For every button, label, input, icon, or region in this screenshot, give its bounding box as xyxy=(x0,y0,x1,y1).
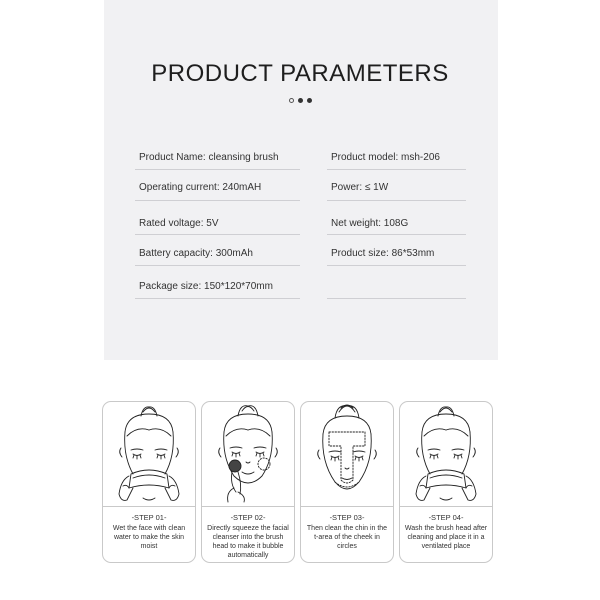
param-battery-capacity: Battery capacity: 300mAh xyxy=(139,248,253,259)
divider xyxy=(327,169,466,170)
divider xyxy=(327,298,466,299)
step-description: Directly squeeze the facial cleanser into the brush head to make it bubble automatically xyxy=(207,525,289,559)
page-title: PRODUCT PARAMETERS xyxy=(151,60,449,87)
divider xyxy=(135,169,300,170)
divider xyxy=(327,234,466,235)
param-power: Power: ≤ 1W xyxy=(331,182,389,193)
step-card-4 xyxy=(399,401,493,563)
dot-icon xyxy=(307,98,312,103)
divider xyxy=(135,298,300,299)
face-towel-illustration-icon xyxy=(400,402,492,506)
divider xyxy=(135,200,300,201)
step-title: -STEP 04- xyxy=(428,513,464,522)
param-net-weight: Net weight: 108G xyxy=(331,218,409,229)
step-title: -STEP 02- xyxy=(230,513,266,522)
parameters-panel xyxy=(104,0,498,360)
step-divider xyxy=(301,506,393,507)
face-t-zone-illustration-icon xyxy=(301,402,393,506)
step-description: Wash the brush head after cleaning and place it in a ventilated place xyxy=(404,525,488,550)
dot-icon xyxy=(289,98,294,103)
face-cleanser-illustration-icon xyxy=(202,402,294,506)
param-rated-voltage: Rated voltage: 5V xyxy=(139,218,219,229)
param-operating-current: Operating current: 240mAH xyxy=(139,182,262,193)
step-description: Wet the face with clean water to make the skin moist xyxy=(112,525,186,550)
step-card-1 xyxy=(102,401,196,563)
param-product-name: Product Name: cleansing brush xyxy=(139,152,279,163)
param-product-model: Product model: msh-206 xyxy=(331,152,440,163)
dot-icon xyxy=(298,98,303,103)
step-title: -STEP 03- xyxy=(329,513,365,522)
divider xyxy=(327,200,466,201)
step-card-3 xyxy=(300,401,394,563)
divider xyxy=(327,265,466,266)
step-divider xyxy=(400,506,492,507)
divider xyxy=(135,265,300,266)
step-divider xyxy=(202,506,294,507)
step-card-2 xyxy=(201,401,295,563)
step-divider xyxy=(103,506,195,507)
step-title: -STEP 01- xyxy=(131,513,167,522)
decorative-dots xyxy=(0,98,600,103)
param-product-size: Product size: 86*53mm xyxy=(331,248,435,259)
step-description: Then clean the chin in the t-area of the cheek in circles xyxy=(306,525,388,550)
face-towel-illustration-icon xyxy=(103,402,195,506)
divider xyxy=(135,234,300,235)
param-package-size: Package size: 150*120*70mm xyxy=(139,281,273,292)
